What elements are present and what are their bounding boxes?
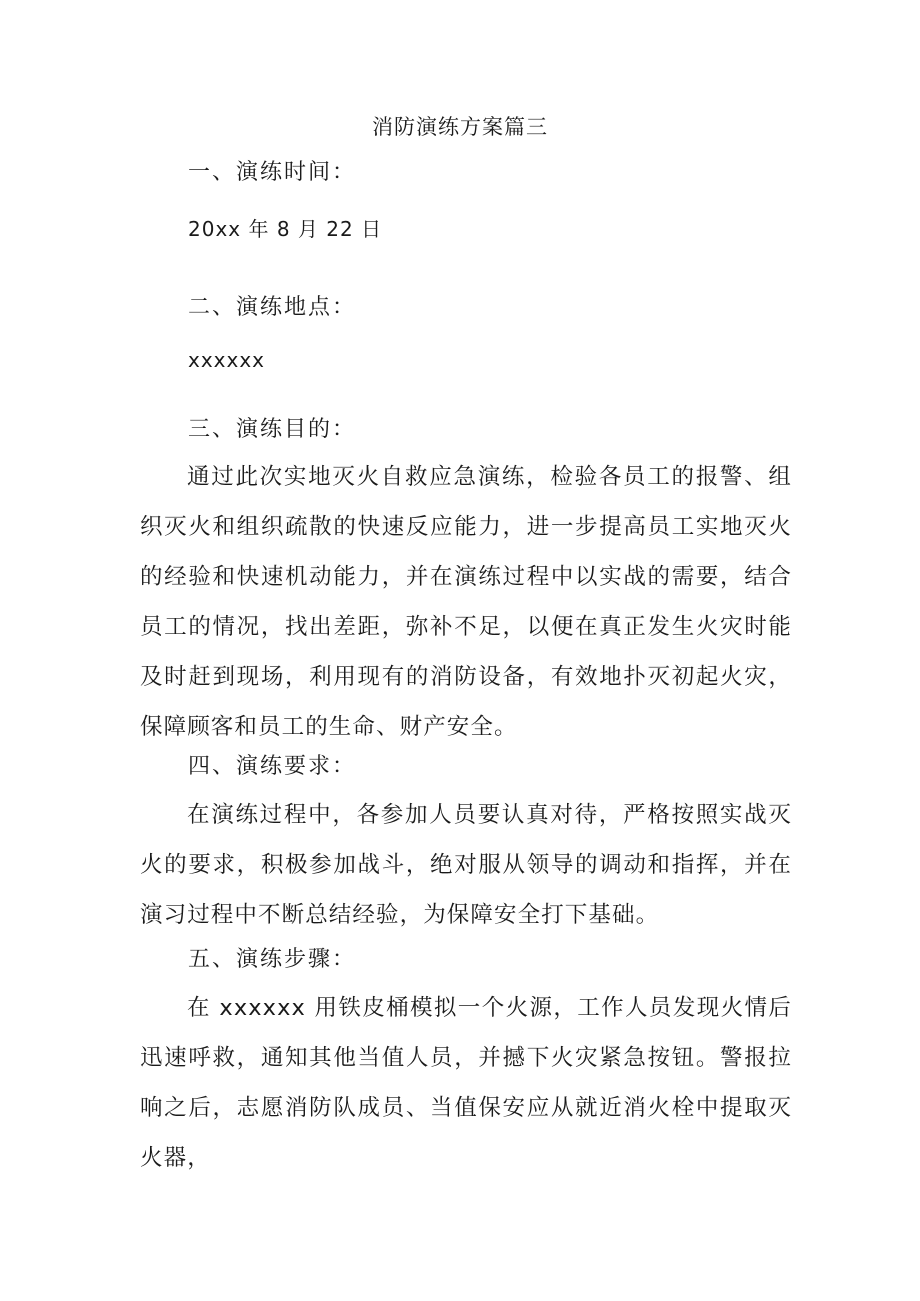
section-heading-steps: 五、演练步骤：: [188, 947, 357, 972]
section-heading-purpose: 三、演练目的：: [188, 417, 357, 442]
steps-paragraph: 在 xxxxxx 用铁皮桶模拟一个火源，工作人员发现火情后迅速呼救，通知其他当值人员，并撼下火灾紧急按钮。警报拉响之后，志愿消防队成员、当值保安应从就近消火栓中提取灭火器，: [140, 995, 792, 1171]
drill-date: 20xx 年 8 月 22 日: [188, 217, 383, 241]
requirements-paragraph: 在演练过程中，各参加人员要认真对待，严格按照实战灭火的要求，积极参加战斗，绝对服从领导的调动和指挥，并在演习过程中不断总结经验，为保障安全打下基础。: [140, 802, 792, 928]
section-heading-time: 一、演练时间：: [188, 160, 357, 185]
section-heading-place: 二、演练地点：: [188, 295, 357, 320]
drill-location: xxxxxx: [188, 348, 266, 372]
document-title: 消防演练方案篇三: [372, 115, 548, 139]
purpose-paragraph: 通过此次实地灭火自救应急演练，检验各员工的报警、组织灭火和组织疏散的快速反应能力，进一步提高员工实地灭火的经验和快速机动能力，并在演练过程中以实战的需要，结合员工的情况，找出差距，弥补不足，以便在真正发生火灾时能及时赶到现场，利用现有的消防设备，有效地扑灭初起火灾，保障顾客和员工的生命、财产安全。: [140, 464, 792, 740]
section-heading-requirements: 四、演练要求：: [188, 754, 357, 779]
